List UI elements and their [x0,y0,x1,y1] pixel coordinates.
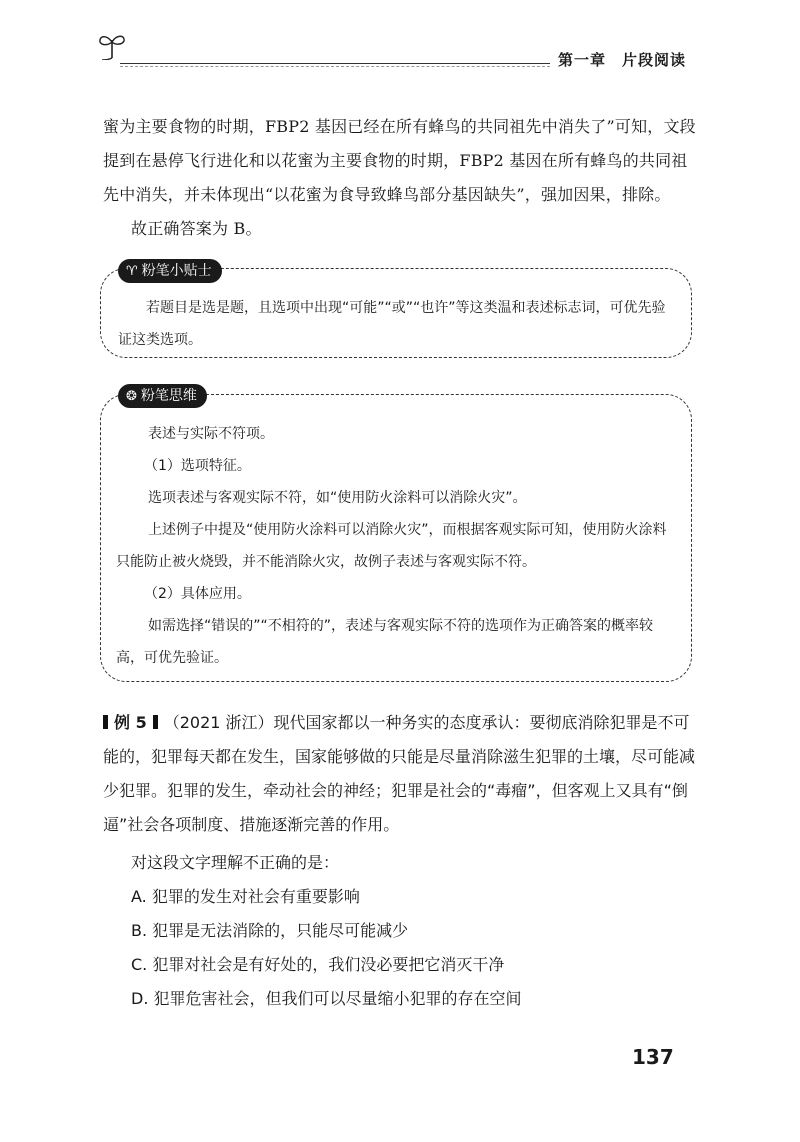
header-rule [120,63,550,64]
thinking-line-4: 上述例子中提及“使用防火涂料可以消除火灾”，而根据客观实际可知，使用防火涂料只能防止被火烧毁，并不能消除火灾，故例子表述与客观实际不符。 [116,522,667,570]
option-a: A. 犯罪的发生对社会有重要影响 [131,887,360,906]
thinking-tag [118,384,207,408]
page-number: 137 [632,1045,674,1069]
option-b: B. 犯罪是无法消除的，只能尽可能减少 [131,921,409,940]
brain-icon: ❂ [126,389,137,404]
body-paragraph-1: 蜜为主要食物的时期，FBP2 基因已经在所有蜂鸟的共同祖先中消失了”可知，文段提到在悬停飞行进化和以花蜜为主要食物的时期，FBP2 基因在所有蜂鸟的共同祖先中消失，并未体现出“以花蜜为食导致蜂鸟部分基因缺失”，强加因果，排除。 [103,117,696,204]
question-prompt: 对这段文字理解不正确的是： [131,853,340,872]
thinking-line-5: （2）具体应用。 [144,586,251,602]
tip-tag [118,259,222,283]
thinking-line-1: 表述与实际不符项。 [148,426,274,442]
example-text: 现代国家都以一种务实的态度承认：要彻底消除犯罪是不可能的，犯罪每天都在发生，国家能够做的只能是尽量消除滋生犯罪的土壤，尽可能减少犯罪。犯罪的发生，牵动社会的神经；犯罪是社会的“毒瘤”，但客观上又具有“倒逼”社会各项制度、措施逐渐完善的作用。 [103,713,696,834]
sprout-icon: ♈ [126,264,138,279]
section-label: 片段阅读 [622,51,687,69]
header-rule-dashed [120,66,550,67]
example-source: （2021 浙江） [163,713,274,732]
thinking-line-6: 如需选择“错误的”“不相符的”，表述与客观实际不符的选项作为正确答案的概率较高，可优先验证。 [116,618,654,666]
option-d: D. 犯罪危害社会，但我们可以尽量缩小犯罪的存在空间 [131,989,522,1008]
option-c: C. 犯罪对社会是有好处的，我们没必要把它消灭干净 [131,955,505,974]
sprout-icon [96,30,128,60]
running-header [558,49,702,70]
example-label: 例 5 [114,713,147,732]
tip-tag-label: 粉笔小贴士 [141,263,212,279]
example-marker-left [103,715,108,729]
answer-line: 故正确答案为 B。 [131,219,262,238]
example-paragraph [103,706,703,842]
chapter-label: 第一章 [558,51,607,69]
tip-text: 若题目是选是题，且选项中出现“可能”“或”“也许”等这类温和表述标志词，可优先验证这类选项。 [118,300,666,348]
example-marker-right [153,715,158,729]
thinking-line-2: （1）选项特征。 [144,458,251,474]
thinking-tag-label: 粉笔思维 [140,388,197,404]
thinking-line-3: 选项表述与客观实际不符，如“使用防火涂料可以消除火灾”。 [148,490,527,506]
